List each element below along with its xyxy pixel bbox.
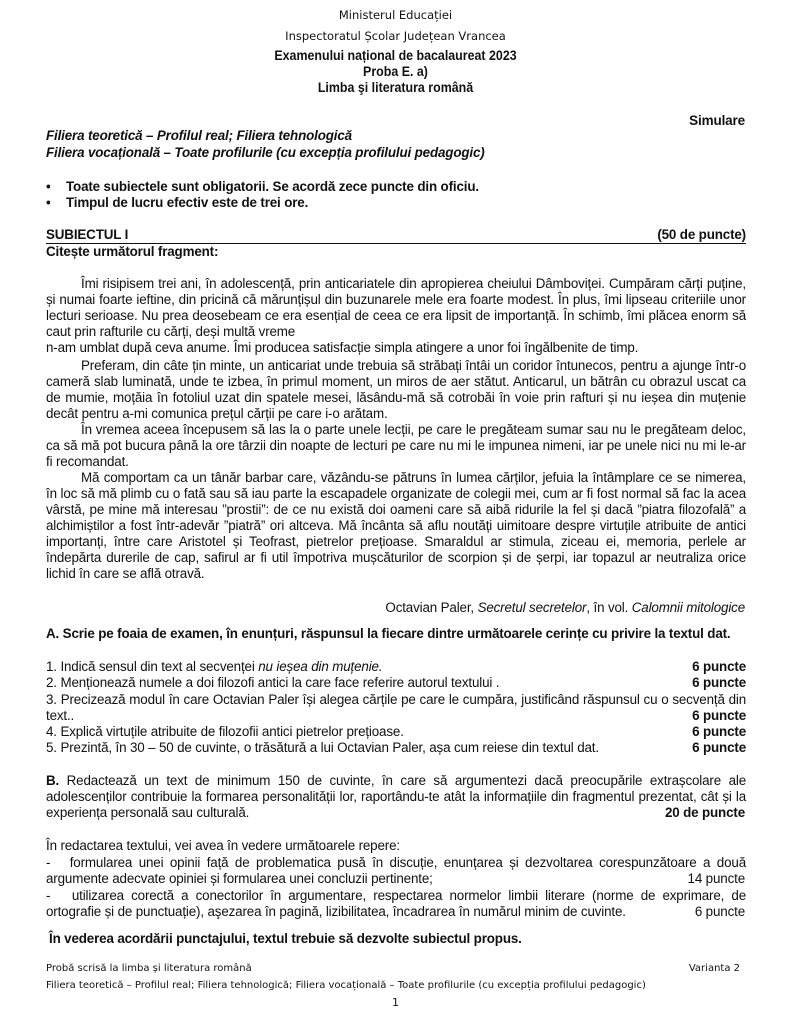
source-mid: , în vol. [586, 600, 632, 615]
filiera-line-2: Filiera vocațională – Toate profilurile (cu excepția profilului pedagogic) [46, 145, 485, 160]
fragment-source [385, 600, 745, 616]
exam-title: Examenului național de bacalaureat 2023 [274, 48, 517, 63]
part-a-heading: A. Scrie pe foaia de examen, în enunțuri, răspunsul la fiecare dintre următoarele cerințe cu privire la textul dat. [46, 626, 731, 641]
item-text: 3. Precizează modul în care Octavian Paler își alegea cărțile pe care le cumpăra, justificând răspunsul cu o secvență din text.. [46, 692, 746, 723]
proba-label: Proba E. a) [363, 64, 428, 79]
part-a-item [46, 724, 746, 740]
item-points: 6 puncte [692, 724, 746, 739]
ministry-name: Ministerul Educației [338, 8, 453, 22]
criteria-points: 14 puncte [687, 871, 745, 886]
simulare-label: Simulare [689, 113, 745, 128]
reading-instruction: Citește următorul fragment: [46, 244, 219, 259]
scoring-note: În vederea acordării punctajului, textul trebuie să dezvolte subiectul propus. [49, 931, 522, 946]
item-text: 4. Explică virtuțile atribuite de filozofii antici pietrelor prețioase. [46, 724, 404, 739]
item-points: 6 puncte [692, 708, 746, 723]
subject-title: Limba şi literatura română [317, 80, 474, 95]
part-a-item [46, 692, 746, 724]
footer-left: Probă scrisă la limba și literatura română [46, 963, 252, 974]
criteria-text: formularea unei opinii față de problematica pusă în discuție, enunțarea și dezvoltarea corespunzătoare a două argumente adecvate opiniei și formularea unei concluzii pertinente; [46, 855, 746, 886]
part-b-points: 20 de puncte [664, 805, 745, 820]
item-text: 5. Prezintă, în 30 – 50 de cuvinte, o trăsătură a lui Octavian Paler, așa cum reiese din textul dat. [46, 740, 599, 755]
part-a-item [46, 675, 746, 691]
part-a-item [46, 659, 746, 675]
fragment-paragraph-3: În vremea aceea începusem să las la o parte unele lecții, pe care le pregăteam sumar sau nu le pregăteam deloc, ca să mă pot bucura până la ore târzii din noapte de lecturi pe care nu mi le impunea nimeni, iar pe unele nici nu mi le-ar fi recomandat. [46, 422, 746, 469]
rule-text: Toate subiectele sunt obligatorii. Se acordă zece puncte din oficiu. [66, 179, 479, 194]
fragment-paragraph-1b: n-am umblat după ceva anume. Îmi producea satisfacție simpla atingere a unor foi îngălbenite de timp. [46, 340, 639, 355]
item-italic-text: nu ieșea din muțenie. [258, 659, 383, 674]
footer-filiera: Filiera teoretică – Profilul real; Filiera tehnologică; Filiera vocațională – Toate profilurile (cu excepția profilului pedagogic) [46, 980, 646, 991]
criteria-intro: În redactarea textului, vei avea în vedere următoarele repere: [46, 838, 400, 853]
part-b-text: Redactează un text de minimum 150 de cuvinte, în care să argumentezi dacă preocupările extrașcolare ale adolescenților contribuie la formarea personalității lor, raportându-te atât la informațiile din fragmentul prezentat, cât și la experiența personală sau culturală. [46, 773, 746, 820]
page-number: 1 [392, 996, 399, 1009]
rule-item [46, 179, 479, 195]
source-work: Secretul secretelor [477, 600, 587, 615]
source-author: Octavian Paler, [385, 600, 478, 615]
subiect-title: SUBIECTUL I [46, 227, 129, 242]
filiera-line-1: Filiera teoretică – Profilul real; Filiera tehnologică [46, 128, 352, 143]
bullet-icon: • [46, 195, 51, 210]
subiect-points: (50 de puncte) [657, 227, 746, 242]
criteria-dash: - [46, 888, 51, 903]
inspectorate-name: Inspectoratul Școlar Județean Vrancea [285, 29, 506, 43]
criteria-points: 6 puncte [689, 904, 745, 920]
criteria-item [46, 855, 746, 887]
fragment-paragraph-2: Preferam, din câte țin minte, un anticariat unde trebuia să străbați întâi un coridor întunecos, pentru a ajunge într-o cameră slab luminată, unde te izbea, în primul moment, un miros de aer stătut. Anticarul, un bătrân cu obrazul uscat ca de mumie, moțăia în fotoliul uzat din spatele mesei, lăsându-mă să cotrobăi în voie prin rafturi și nu ieșea din muțenie decât pentru a-mi comunica prețul cărții pe care i-o arătam. [46, 358, 746, 421]
part-b-label: B. [46, 773, 60, 788]
footer-variant: Varianta 2 [688, 963, 740, 974]
fragment-paragraph-4: Mă comportam ca un tânăr barbar care, văzându-se pătruns în lumea cărților, jefuia la întâmplare ce se nimerea, în loc să mă plimb cu o fată sau să iau parte la escapadele organizate de colegii mei, cum ar fi fost normal să fac la acea vârstă, pe mine mă interesau ”prostii”: de ce nu există doi oameni care să aibă ridurile la fel și dacă ”piatra filozofală” a alchimiștilor a fost într-adevăr ”piatră” ori altceva. Mă încânta să aflu noutăți uimitoare despre virtuțile atribuite de antici importanți, între care Aristotel și Teofrast, pietrelor prețioase. Smaraldul ar stimula, ziceau ei, memoria, perlele ar îndepărta durerile de cap, safirul ar fi util împotriva mușcăturilor de scorpion și de șerpi, iar topazul ar neutraliza orice lichid în care se află otravă. [46, 470, 746, 581]
item-points: 6 puncte [692, 659, 746, 674]
rule-text: Timpul de lucru efectiv este de trei ore. [66, 195, 309, 210]
bullet-icon: • [46, 179, 51, 194]
item-text: 2. Menționează numele a doi filozofi antici la care face referire autorul textului . [46, 675, 500, 690]
item-text: 1. Indică sensul din text al secvenței [46, 659, 259, 674]
item-points: 6 puncte [692, 740, 746, 755]
subiect-heading [46, 227, 746, 244]
criteria-item [46, 888, 746, 920]
criteria-text: utilizarea corectă a conectorilor în argumentare, respectarea normelor limbii literare (norme de exprimare, de ortografie și de punctuație), aşezarea în pagină, lizibilitatea, încadrarea în numărul minim de cuvinte. [46, 888, 746, 919]
source-volume: Calomnii mitologice [631, 600, 745, 615]
item-points: 6 puncte [692, 675, 746, 690]
part-b-task [46, 773, 746, 821]
criteria-dash: - [46, 855, 51, 870]
part-a-item [46, 740, 746, 756]
fragment-paragraph-1a: Îmi risipisem trei ani, în adolescență, prin anticariatele din apropierea cheiului Dâmboviței. Cumpăram cărți puține, și numai foarte ieftine, din pricină că mărunțișul din buzunarele mele era foarte modest. În plus, îmi lipseau criteriile unor lecturi serioase. Nu prea deosebeam ce era esențial de ceea ce era lipsit de importanță. În schimb, îmi plăcea enorm să caut prin rafturile cu cărți, deși multă vreme [46, 276, 746, 339]
rule-item [46, 195, 308, 211]
